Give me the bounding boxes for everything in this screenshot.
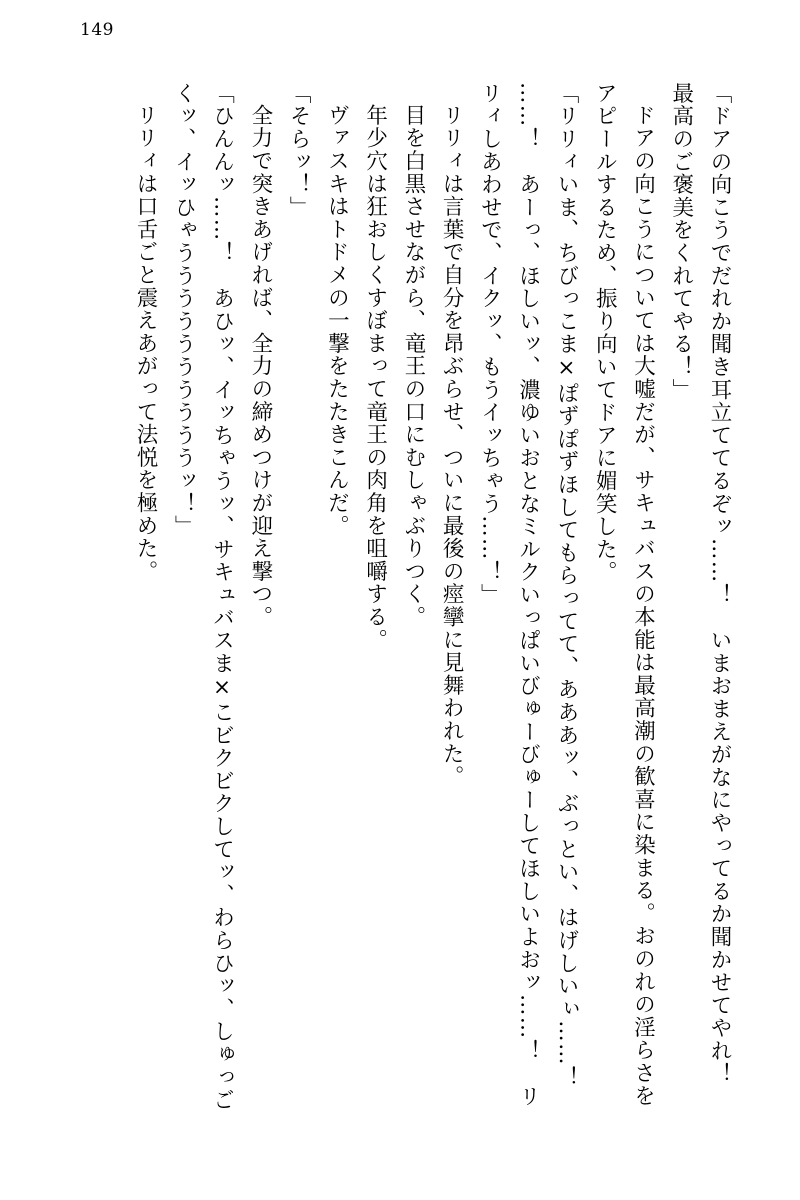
paragraph: 「そらッ！」 xyxy=(286,82,312,219)
paragraph: ……！ あーっ、ほしいッ、濃ゆいおとなミルクいっぱいびゅーびゅーしてほしいよおッ……！ リリィしあわせで、イクッ、もうイッちゃう……！」 xyxy=(477,82,541,1108)
paragraph: ヴァスキはトドメの一撃をたたきこんだ。 xyxy=(324,103,350,537)
paragraph: 「ひんんッ……！ あひッ、イッちゃうッ、サキュバスま×こビクビクしてッ、わらひッ、しゅっごくッ、イッひゃううううううううううッ！」 xyxy=(171,82,235,1112)
paragraph: 目を白黒させながら、竜王の口にむしゃぶりつく。 xyxy=(400,103,426,628)
vertical-text-body xyxy=(62,82,738,1112)
page-number: 149 xyxy=(80,20,114,40)
paragraph: リリィは口舌ごと震えあがって法悦を極めた。 xyxy=(133,103,159,583)
paragraph: 全力で突きあげれば、全力の締めつけが迎え撃つ。 xyxy=(247,103,273,628)
paragraph: ドアの向こうについては大嘘だが、サキュバスの本能は最高潮の歓喜に染まる。おのれの淫らさをアピールするため、振り向いてドアに媚笑した。 xyxy=(592,82,656,1107)
paragraph: 年少穴は狂おしくすぼまって竜王の肉角を咀嚼する。 xyxy=(362,103,388,651)
paragraph: 「リリィいま、ちびっこま×ぽずぽずほしてもらってて、あああッ、ぶっとい、はげしいぃ……！ xyxy=(553,82,579,1089)
paragraph: 「ドアの向こうでだれか聞き耳立ててるぞッ……！ いまおまえがなにやってるか聞かせてやれ！ 最高のご褒美をくれてやる！」 xyxy=(668,82,732,1109)
paragraph: リリィは言葉で自分を昂ぶらせ、ついに最後の痙攣に見舞われた。 xyxy=(439,103,465,788)
